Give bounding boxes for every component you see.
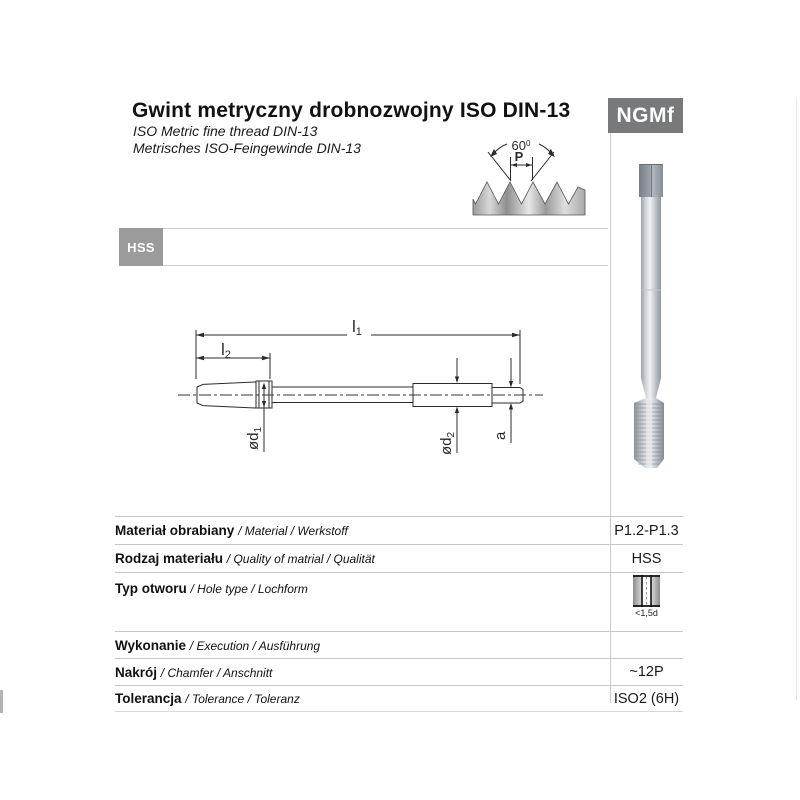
tap-shank (641, 197, 661, 398)
subtitle-english: ISO Metric fine thread DIN-13 (133, 123, 318, 139)
table-row (115, 632, 683, 659)
angle-label: $60^0$ (511, 138, 531, 153)
spec-label: Nakrój / Chamfer / Anschnitt (115, 659, 610, 686)
table-row (115, 659, 683, 686)
spec-value: HSS (610, 545, 683, 573)
spec-value: ~12P (610, 659, 683, 686)
dim-label-d1: $ød_1$ (245, 426, 264, 450)
photo-edge-line (796, 98, 797, 700)
spec-value: ISO2 (6H) (610, 686, 683, 712)
spec-label: Materiał obrabiany / Material / Werkstoff (115, 517, 610, 545)
dim-label-d2: $ød_2$ (438, 431, 457, 455)
dim-label-a: a (492, 431, 509, 440)
table-row (115, 517, 683, 545)
material-band (119, 228, 608, 266)
spec-label: Rodzaj materiału / Quality of matrial / Qualität (115, 545, 610, 573)
dim-label-l1: l1 (352, 317, 362, 338)
spec-label: Wykonanie / Execution / Ausführung (115, 632, 610, 659)
tap-photo (625, 158, 677, 476)
thread-profile-diagram (455, 130, 600, 225)
spec-table (115, 516, 683, 712)
spec-value: P1.2-P1.3 (610, 517, 683, 545)
material-badge: HSS (119, 228, 163, 266)
through-hole-icon (633, 575, 660, 607)
dim-label-l2: l2 (221, 340, 231, 361)
tap-thread (634, 398, 664, 468)
dimension-drawing (150, 295, 570, 470)
tap-square-drive (639, 164, 663, 197)
spec-value (610, 573, 683, 632)
page-title: Gwint metryczny drobnozwojny ISO DIN-13 (132, 99, 571, 122)
hole-depth-caption: <1,5d (635, 608, 658, 618)
scan-artifact (0, 690, 3, 713)
table-row (115, 686, 683, 712)
product-code-badge: NGMf (608, 98, 683, 133)
thread-teeth (473, 182, 585, 215)
table-row (115, 545, 683, 573)
spec-label: Typ otworu / Hole type / Lochform (115, 573, 610, 632)
subtitle-german: Metrisches ISO-Feingewinde DIN-13 (133, 140, 361, 156)
pitch-label: P (514, 149, 524, 164)
spec-value (610, 632, 683, 659)
spec-label: Tolerancja / Tolerance / Toleranz (115, 686, 610, 712)
table-row (115, 573, 683, 632)
